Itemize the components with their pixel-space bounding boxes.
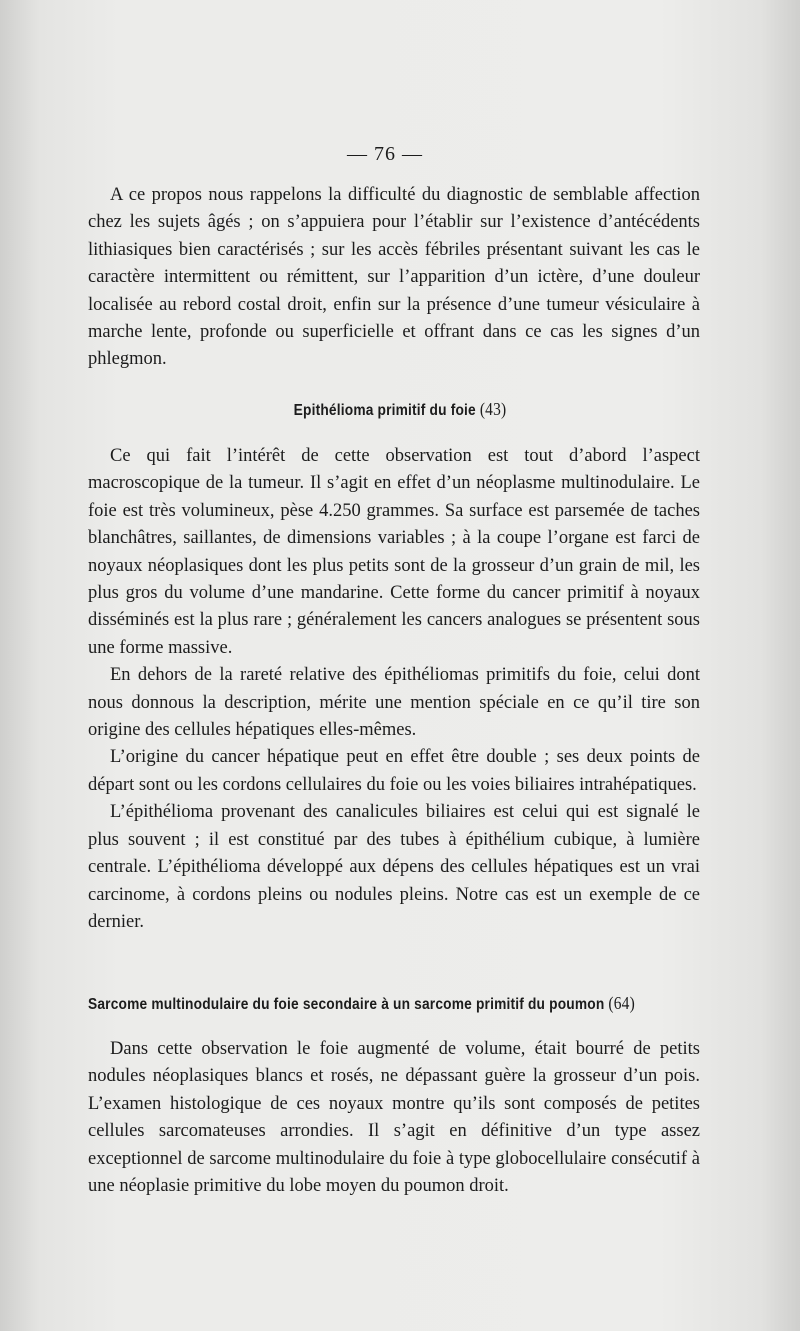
section-reference: (43) [479,399,507,419]
section-reference: (64) [608,993,635,1013]
paragraph: Dans cette observation le foie augmenté de volume, était bourré de petits nodules néoplasiques blancs et rosés, ne dépassant guère la grosseur d’un pois. L’examen histologique de ces noyaux montre qu’ils sont composés de petites cellules sarcomateuses arrondies. Il s’agit en définitive d’un type assez exceptionnel de sarcome multinodulaire du foie à type globocellulaire consécutif à une néoplasie primitive du lobe moyen du poumon droit. [88,1039,700,1197]
paragraph: L’épithélioma provenant des canalicules biliaires est celui qui est signalé le plus souvent ; il est constitué par des tubes à épithélium cubique, à lumière centrale. L’épithélioma développé aux dépens des cellules hépatiques est un vrai carcinome, à cordons pleins ou nodules pleins. Notre cas est un exemple de ce dernier. [88,802,700,932]
paragraph: L’origine du cancer hépatique peut en effet être double ; ses deux points de départ sont ou les cordons cellulaires du foie ou les voies biliaires intrahépatiques. [88,747,700,795]
section-body-epithelioma [88,443,700,936]
paragraph: En dehors de la rareté relative des épithéliomas primitifs du foie, celui dont nous donnous la description, mérite une mention spéciale en ce qu’il tire son origine des cellules hépatiques elles-mêmes. [88,665,700,741]
section-title: Epithélioma primitif du foie [293,402,476,419]
section-title: Sarcome multinodulaire du foie secondaire à un sarcome primitif du poumon [88,996,605,1013]
section-heading-epithelioma [56,399,744,420]
paragraph: Ce qui fait l’intérêt de cette observation est tout d’abord l’aspect macroscopique de la tumeur. Il s’agit en effet d’un néoplasme multinodulaire. Le foie est très volumineux, pèse 4.250 grammes. Sa surface est parsemée de taches blanchâtres, saillantes, de dimensions variables ; à la coupe l’organe est farci de noyaux néoplasiques dont les plus petits sont de la grosseur d’un grain de mil, les plus gros du volume d’une mandarine. Cette forme du cancer primitif à noyaux disséminés est la plus rare ; généralement les cancers analogues se présentent sous une forme massive. [88,446,700,658]
intro-block [88,182,700,374]
section-heading-sarcome [88,993,635,1014]
page-number: — 76 — [347,143,423,165]
section-body-sarcome [88,1036,700,1200]
intro-paragraph: A ce propos nous rappelons la difficulté du diagnostic de semblable affection chez les sujets âgés ; on s’appuiera pour l’établir sur l’existence d’antécédents lithiasiques bien caractérisés ; sur les accès fébriles présentant suivant les cas le caractère intermittent ou rémittent, sur l’apparition d’un ictère, d’une douleur localisée au rebord costal droit, enfin sur la présence d’une tumeur vésiculaire à marche lente, profonde ou superficielle et offrant dans ce cas les signes d’un phlegmon. [88,185,700,370]
